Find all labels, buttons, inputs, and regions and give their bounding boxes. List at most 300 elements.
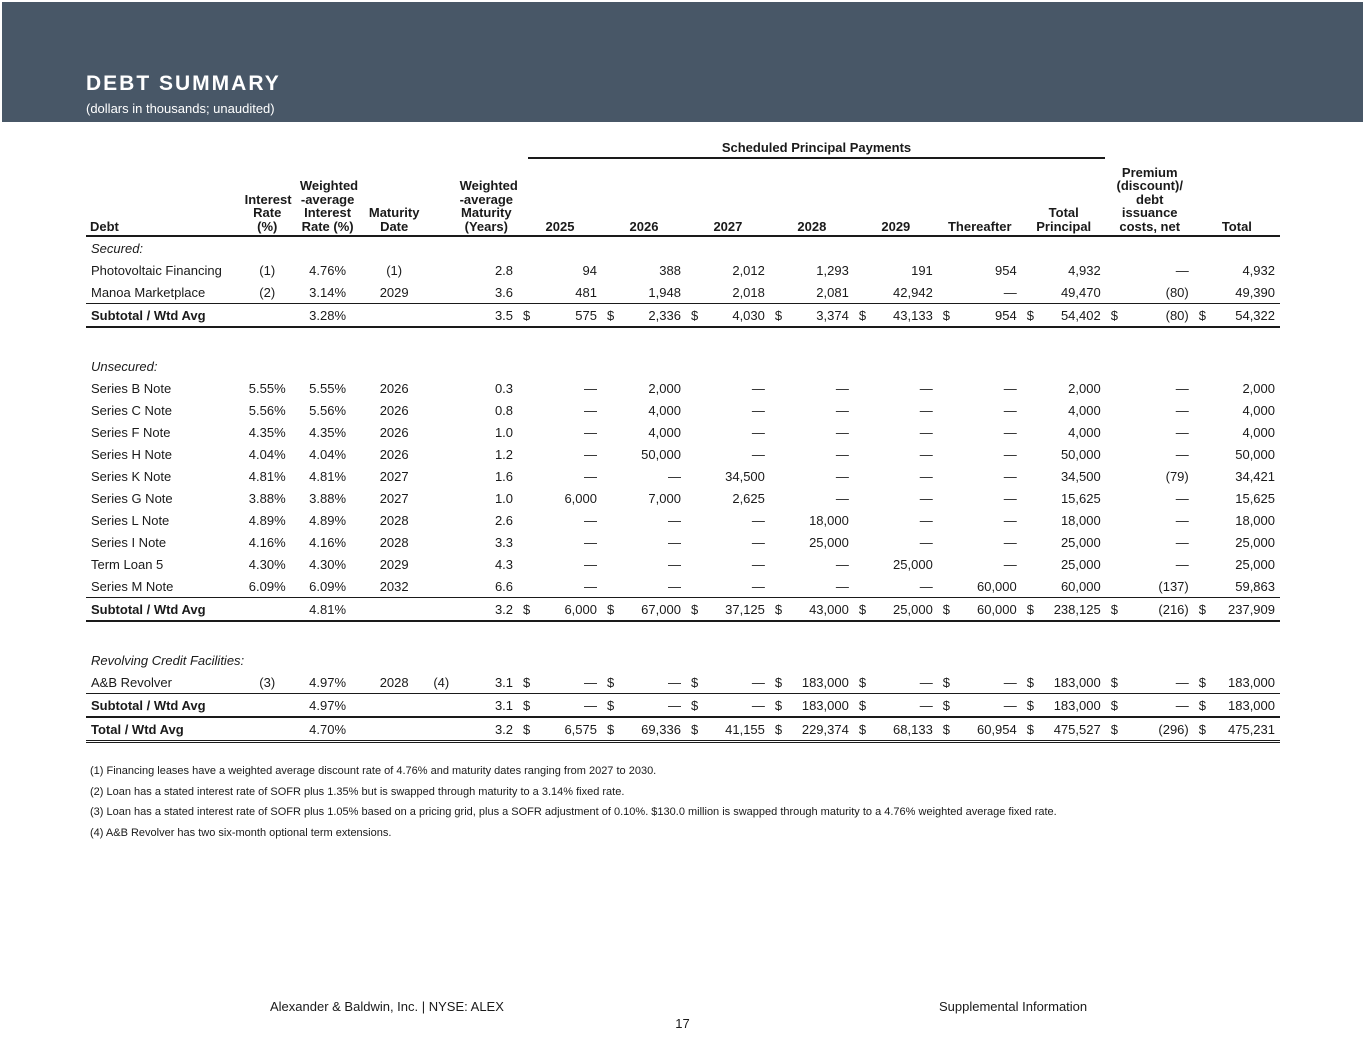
currency-cell [854,531,872,553]
amount-cell: — [620,694,686,718]
currency-cell: $ [854,304,872,328]
footer-company: Alexander & Baldwin, Inc. | NYSE: ALEX [270,999,504,1014]
amount-cell: 2,000 [1242,380,1275,396]
amount-cell: — [751,578,765,594]
amount-cell: (80) [1124,304,1194,328]
amount-cell: 6,575 [536,717,602,742]
currency-cell: $ [602,304,620,328]
amount-cell: — [751,512,765,528]
amount-cell: 42,942 [893,284,933,300]
table-cell: 2.6 [494,512,514,528]
amount-cell: — [1175,380,1189,396]
header-banner [2,2,1363,122]
currency-cell: $ [854,694,872,718]
amount-cell: 18,000 [809,512,849,528]
amount-cell: 54,402 [1040,304,1106,328]
amount-cell: (80) [1165,284,1189,300]
amount-cell: — [1175,402,1189,418]
table-cell: 5.56% [309,402,347,418]
table-cell [428,598,455,622]
currency-cell [770,575,788,598]
amount-cell: 2,625 [732,490,765,506]
amount-cell: 43,133 [872,304,938,328]
currency-cell [686,531,704,553]
amount-cell: — [704,694,770,718]
amount-cell: 183,000 [1228,674,1275,690]
amount-cell: — [919,674,933,690]
currency-cell [1106,377,1124,399]
table-cell: 4.97% [309,674,347,690]
currency-cell [770,487,788,509]
amount-cell: — [667,512,681,528]
currency-cell [602,509,620,531]
currency-cell [518,575,536,598]
amount-cell: 4,000 [1068,402,1101,418]
amount-cell: — [1003,402,1017,418]
debt-name-cell: A&B Revolver [91,674,172,690]
table-cell: 4.30% [309,556,347,572]
amount-cell: 388 [659,262,681,278]
currency-cell [1106,443,1124,465]
currency-cell [686,421,704,443]
table-cell: 4.76% [309,262,347,278]
currency-cell [1106,575,1124,598]
amount-cell: — [583,512,597,528]
amount-cell: 4,932 [1068,262,1101,278]
table-row [86,259,1280,281]
amount-cell: — [835,446,849,462]
currency-cell [1106,399,1124,421]
table-cell: (4) [433,674,450,690]
currency-cell [854,377,872,399]
table-cell: 3.88% [248,490,286,506]
table-cell [240,717,295,742]
currency-cell [686,443,704,465]
debt-name-cell: Subtotal / Wtd Avg [86,694,240,718]
amount-cell: — [583,674,597,690]
currency-cell [1194,465,1212,487]
amount-cell: — [583,534,597,550]
amount-cell: — [835,402,849,418]
amount-cell: — [667,674,681,690]
footnote: (2) Loan has a stated interest rate of SOFR plus 1.35% but is swapped through maturity to a 3.14% fixed rate. [90,785,625,798]
currency-cell [770,443,788,465]
amount-cell: — [872,694,938,718]
amount-cell: 183,000 [788,694,854,718]
amount-cell: 34,421 [1235,468,1275,484]
amount-cell: — [1175,556,1189,572]
amount-cell: 229,374 [788,717,854,742]
currency-cell [602,553,620,575]
table-cell: 4.81% [309,468,347,484]
amount-cell: 4,000 [648,424,681,440]
currency-cell [938,487,956,509]
currency-cell [854,421,872,443]
debt-name-cell: Photovoltaic Financing [91,262,222,278]
col-interest-rate: Interest Rate (%) [240,160,295,236]
amount-cell: 4,000 [648,402,681,418]
currency-cell [1194,575,1212,598]
footnote: (1) Financing leases have a weighted average discount rate of 4.76% and maturity dates ranging from 2027 to 2030. [90,765,657,777]
amount-cell: — [1175,512,1189,528]
currency-cell: $ [686,694,704,718]
table-cell: (1) [259,262,276,278]
amount-cell: 475,527 [1040,717,1106,742]
currency-cell: $ [770,717,788,742]
amount-cell: 191 [911,262,933,278]
currency-cell: $ [938,598,956,622]
table-cell: 3.3 [494,534,514,550]
amount-cell: — [667,534,681,550]
amount-cell: 18,000 [1235,512,1275,528]
currency-cell [602,281,620,304]
currency-cell [1106,487,1124,509]
amount-cell: — [956,694,1022,718]
amount-cell: — [751,424,765,440]
table-row [86,487,1280,509]
table-cell [428,443,455,465]
currency-cell [1194,377,1212,399]
spacer-cell [86,327,1280,355]
amount-cell: 68,133 [872,717,938,742]
currency-cell [518,553,536,575]
currency-cell [686,377,704,399]
amount-cell: 954 [995,262,1017,278]
debt-name-cell: Manoa Marketplace [91,284,206,300]
table-cell [428,465,455,487]
currency-cell: $ [938,694,956,718]
amount-cell: 2,336 [620,304,686,328]
table-cell: 4.89% [248,512,286,528]
currency-cell [686,259,704,281]
currency-cell [686,281,704,304]
table-cell: 3.2 [455,717,518,742]
currency-cell: $ [774,674,783,690]
debt-name-cell: Series K Note [91,468,172,484]
amount-cell: 49,470 [1060,284,1101,300]
table-row [86,443,1280,465]
amount-cell: — [751,446,765,462]
table-cell [240,304,295,328]
currency-cell [1106,509,1124,531]
table-cell: (1) [386,262,403,278]
subtotal-row [86,694,1280,718]
currency-cell [602,531,620,553]
debt-name-cell: Subtotal / Wtd Avg [86,598,240,622]
amount-cell: (79) [1165,468,1189,484]
currency-cell [518,465,536,487]
currency-cell [1022,509,1040,531]
table-cell: 4.16% [309,534,347,550]
col-premium: Premium (discount)/ debt issuance costs, net [1106,160,1194,236]
currency-cell [1106,553,1124,575]
amount-cell: — [751,402,765,418]
currency-cell: $ [1194,717,1212,742]
currency-cell [854,509,872,531]
currency-cell [686,553,704,575]
amount-cell: — [1003,556,1017,572]
debt-name-cell: Term Loan 5 [91,556,164,572]
currency-cell [770,531,788,553]
amount-cell: — [919,468,933,484]
amount-cell: 25,000 [1060,534,1101,550]
currency-cell [1106,465,1124,487]
amount-cell: 2,012 [732,262,765,278]
table-cell: 4.89% [309,512,347,528]
currency-cell [1022,281,1040,304]
table-cell [428,421,455,443]
table-cell: 3.6 [494,284,514,300]
table-cell: 5.55% [309,380,347,396]
table-cell: 3.2 [455,598,518,622]
amount-cell: 43,000 [788,598,854,622]
amount-cell: — [835,556,849,572]
currency-cell [770,399,788,421]
amount-cell: 2,081 [816,284,849,300]
col-wavg-maturity: Weighted -average Maturity (Years) [455,160,518,236]
debt-name-cell: Subtotal / Wtd Avg [86,304,240,328]
currency-cell: $ [770,304,788,328]
table-cell [428,531,455,553]
amount-cell: — [835,578,849,594]
amount-cell: 2,000 [648,380,681,396]
currency-cell [854,575,872,598]
table-cell [360,304,428,328]
amount-cell: 1,293 [816,262,849,278]
table-cell: 4.35% [309,424,347,440]
amount-cell: — [583,402,597,418]
currency-cell [854,465,872,487]
table-cell: 4.81% [248,468,286,484]
amount-cell: — [536,694,602,718]
currency-cell: $ [606,674,615,690]
amount-cell: 25,000 [809,534,849,550]
table-cell: 5.55% [248,380,286,396]
col-2025: 2025 [518,160,602,236]
col-wavg-rate: Weighted -average Interest Rate (%) [295,160,361,236]
currency-cell [686,575,704,598]
table-cell: 2027 [379,490,409,506]
table-cell [360,717,428,742]
amount-cell: — [667,468,681,484]
table-cell: 1.0 [494,424,514,440]
currency-cell: $ [602,598,620,622]
currency-cell [1022,531,1040,553]
amount-cell: 60,000 [1060,578,1101,594]
debt-name-cell: Series L Note [91,512,170,528]
currency-cell [1022,487,1040,509]
subtotal-row [86,304,1280,328]
amount-cell: 41,155 [704,717,770,742]
currency-cell [1194,399,1212,421]
table-cell: 2027 [379,468,409,484]
amount-cell: — [583,578,597,594]
currency-cell [854,443,872,465]
currency-cell: $ [523,674,531,690]
table-cell: (3) [259,674,276,690]
currency-cell: $ [686,717,704,742]
amount-cell: 1,948 [648,284,681,300]
currency-cell [770,281,788,304]
currency-cell [518,259,536,281]
amount-cell: 54,322 [1212,304,1280,328]
currency-cell [686,465,704,487]
amount-cell: 2,000 [1068,380,1101,396]
amount-cell: — [835,468,849,484]
amount-cell: — [1003,674,1017,690]
table-cell: 4.70% [295,717,361,742]
amount-cell: 575 [536,304,602,328]
amount-cell: — [1124,694,1194,718]
section-label: Unsecured: [91,358,158,374]
amount-cell: — [1175,490,1189,506]
currency-cell: $ [1110,674,1118,690]
currency-cell [686,509,704,531]
amount-cell: — [1003,424,1017,440]
section-header-row [86,236,1280,259]
currency-cell: $ [1022,304,1040,328]
table-cell: 2026 [379,446,409,462]
currency-cell [602,259,620,281]
amount-cell: 238,125 [1040,598,1106,622]
currency-cell [602,487,620,509]
amount-cell: (296) [1124,717,1194,742]
currency-cell: $ [1194,598,1212,622]
table-cell: 4.30% [248,556,286,572]
amount-cell: — [835,490,849,506]
currency-cell [938,377,956,399]
currency-cell [1194,531,1212,553]
table-cell: 2029 [379,556,409,572]
table-cell [360,598,428,622]
amount-cell: — [919,578,933,594]
amount-cell: 4,000 [1242,402,1275,418]
table-cell [428,575,455,598]
currency-cell [938,575,956,598]
table-cell [428,259,455,281]
amount-cell: — [919,380,933,396]
table-cell: 6.09% [248,578,286,594]
table-cell: 5.56% [248,402,286,418]
col-maturity-date: Maturity Date [360,160,428,236]
currency-cell: $ [854,598,872,622]
table-cell: 4.97% [295,694,361,718]
currency-cell: $ [938,304,956,328]
currency-cell: $ [518,598,536,622]
amount-cell: 4,000 [1242,424,1275,440]
table-cell: 2032 [379,578,409,594]
amount-cell: — [751,556,765,572]
amount-cell: — [1175,534,1189,550]
table-cell: 2028 [379,512,409,528]
currency-cell [518,421,536,443]
amount-cell: 481 [575,284,597,300]
currency-cell [938,259,956,281]
currency-cell [938,281,956,304]
table-cell: 4.04% [309,446,347,462]
currency-cell [938,531,956,553]
currency-cell [1194,509,1212,531]
amount-cell: 4,932 [1242,262,1275,278]
spacer-cell [86,621,1280,649]
footer-label: Supplemental Information [939,999,1088,1014]
amount-cell: 60,000 [976,578,1017,594]
currency-cell [518,399,536,421]
amount-cell: 15,625 [1235,490,1275,506]
amount-cell: — [667,556,681,572]
table-cell: 4.16% [248,534,286,550]
currency-cell [854,259,872,281]
table-cell: 1.2 [494,446,514,462]
col-2028: 2028 [770,160,854,236]
table-body [86,236,1280,742]
section-header-row [86,649,1280,671]
amount-cell: 34,500 [1060,468,1101,484]
table-cell: 4.3 [494,556,514,572]
currency-cell [1194,281,1212,304]
table-cell: 3.88% [309,490,347,506]
table-cell: 0.8 [494,402,514,418]
col-spacer [428,160,455,236]
table-cell: 6.09% [309,578,347,594]
currency-cell [1022,443,1040,465]
amount-cell: 237,909 [1212,598,1280,622]
table-cell [360,694,428,718]
table-cell: 3.5 [455,304,518,328]
amount-cell: 25,000 [1235,534,1275,550]
amount-cell: — [835,424,849,440]
amount-cell: — [667,578,681,594]
currency-cell: $ [518,717,536,742]
table-cell: 3.1 [494,674,514,690]
amount-cell: 6,000 [564,490,597,506]
table-row [86,575,1280,598]
amount-cell: — [919,534,933,550]
col-thereafter: Thereafter [938,160,1022,236]
table-cell: 4.35% [248,424,286,440]
currency-cell [602,377,620,399]
table-cell: 1.0 [494,490,514,506]
amount-cell: — [583,380,597,396]
table-row [86,399,1280,421]
currency-cell [1106,421,1124,443]
spacer-row [86,621,1280,649]
currency-cell [1022,465,1040,487]
currency-cell [518,487,536,509]
amount-cell: (137) [1158,578,1189,594]
currency-cell [854,553,872,575]
amount-cell: — [1175,674,1189,690]
currency-cell: $ [854,717,872,742]
currency-cell [770,465,788,487]
amount-cell: 25,000 [872,598,938,622]
amount-cell: 94 [582,262,597,278]
currency-cell [602,399,620,421]
table-cell: 3.1 [455,694,518,718]
amount-cell: 59,863 [1235,578,1275,594]
currency-cell: $ [1022,694,1040,718]
currency-cell [1194,421,1212,443]
currency-cell [1194,443,1212,465]
col-2029: 2029 [854,160,938,236]
amount-cell: 25,000 [1060,556,1101,572]
section-label: Secured: [91,240,144,256]
amount-cell: 4,030 [704,304,770,328]
amount-cell: — [1003,490,1017,506]
currency-cell [770,553,788,575]
amount-cell: — [919,490,933,506]
currency-cell: $ [1106,304,1124,328]
